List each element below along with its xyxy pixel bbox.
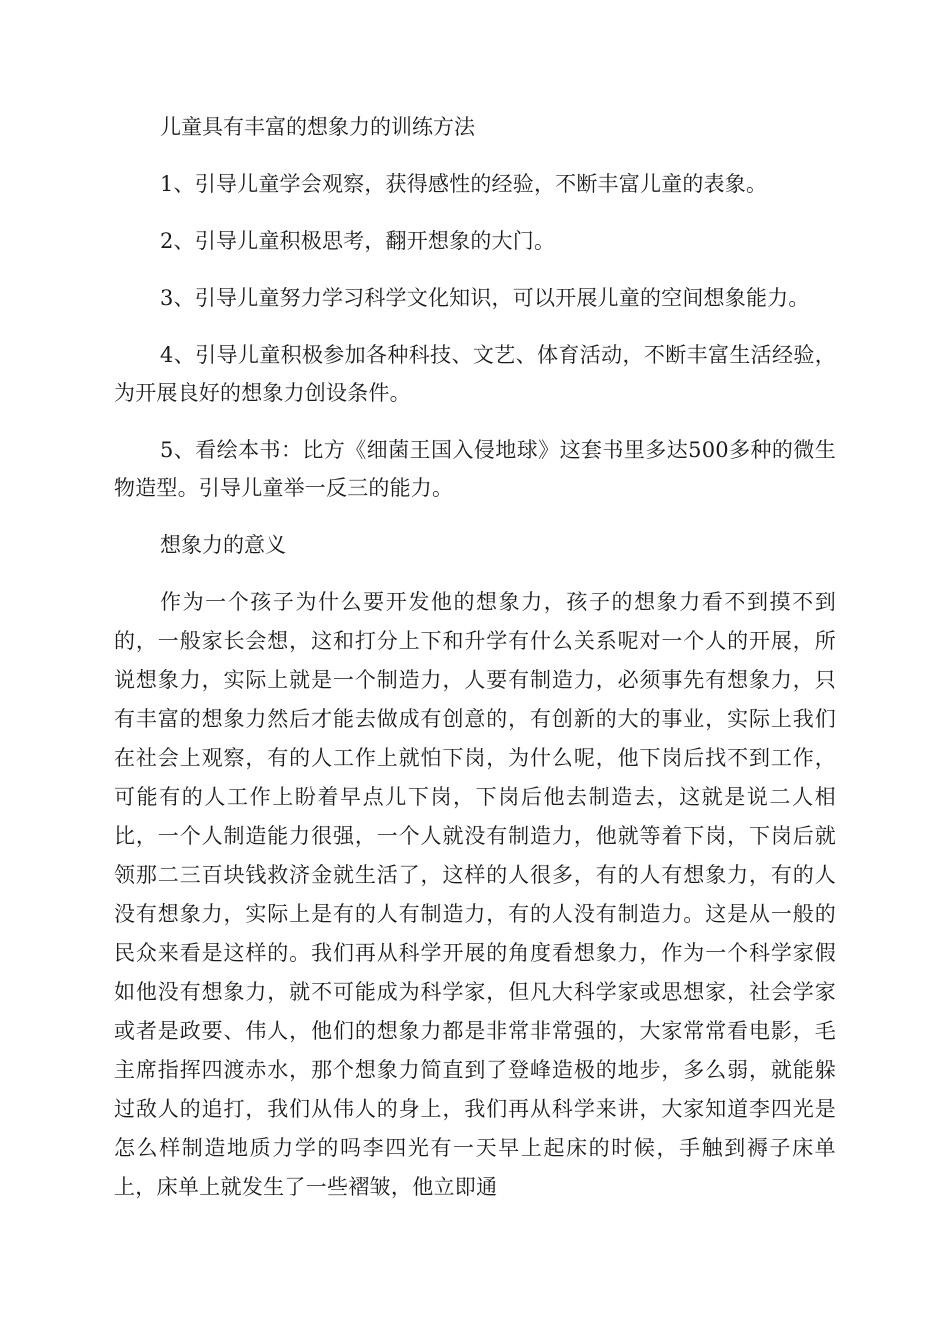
document-title: 儿童具有丰富的想象力的训练方法: [160, 115, 475, 139]
method-item-1: 1、引导儿童学会观察，获得感性的经验，不断丰富儿童的表象。: [160, 172, 768, 196]
method-item-4: 4、引导儿童积极参加各种科技、文艺、体育活动，不断丰富生活经验，为开展良好的想象力创设条件。: [114, 343, 836, 405]
section-heading: 想象力的意义: [160, 533, 286, 557]
method-item-5: 5、看绘本书：比方《细菌王国入侵地球》这套书里多达500多种的微生物造型。引导儿童举一反三的能力。: [114, 438, 836, 500]
method-item-2: 2、引导儿童积极思考，翻开想象的大门。: [160, 229, 556, 253]
body-paragraph: 作为一个孩子为什么要开发他的想象力，孩子的想象力看不到摸不到的，一般家长会想，这和打分上下和升学有什么关系呢对一个人的开展，所说想象力，实际上就是一个制造力，人要有制造力，必须事先有想象力，只有丰富的想象力然后才能去做成有创意的，有创新的大的事业，实际上我们在社会上观察，有的人工作上就怕下岗，为什么呢，他下岗后找不到工作，可能有的人工作上盼着早点儿下岗，下岗后他去制造去，这就是说二人相比，一个人制造能力很强，一个人就没有制造力，他就等着下岗，下岗后就领那二三百块钱救济金就生活了，这样的人很多，有的人有想象力，有的人没有想象力，实际上是有的人有制造力，有的人没有制造力。这是从一般的民众来看是这样的。我们再从科学开展的角度看想象力，作为一个科学家假如他没有想象力，就不可能成为科学家，但凡大科学家或思想家，社会学家或者是政要、伟人，他们的想象力都是非常非常强的，大家常常看电影，毛主席指挥四渡赤水，那个想象力简直到了登峰造极的地步，多么弱，就能躲过敌人的追打，我们从伟人的身上，我们再从科学来讲，大家知道李四光是怎么样制造地质力学的吗李四光有一天早上起床的时候，手触到褥子床单上，床单上就发生了一些褶皱，他立即通: [114, 590, 836, 1199]
document-content: [114, 108, 836, 1207]
method-item-3: 3、引导儿童努力学习科学文化知识，可以开展儿童的空间想象能力。: [160, 286, 810, 310]
